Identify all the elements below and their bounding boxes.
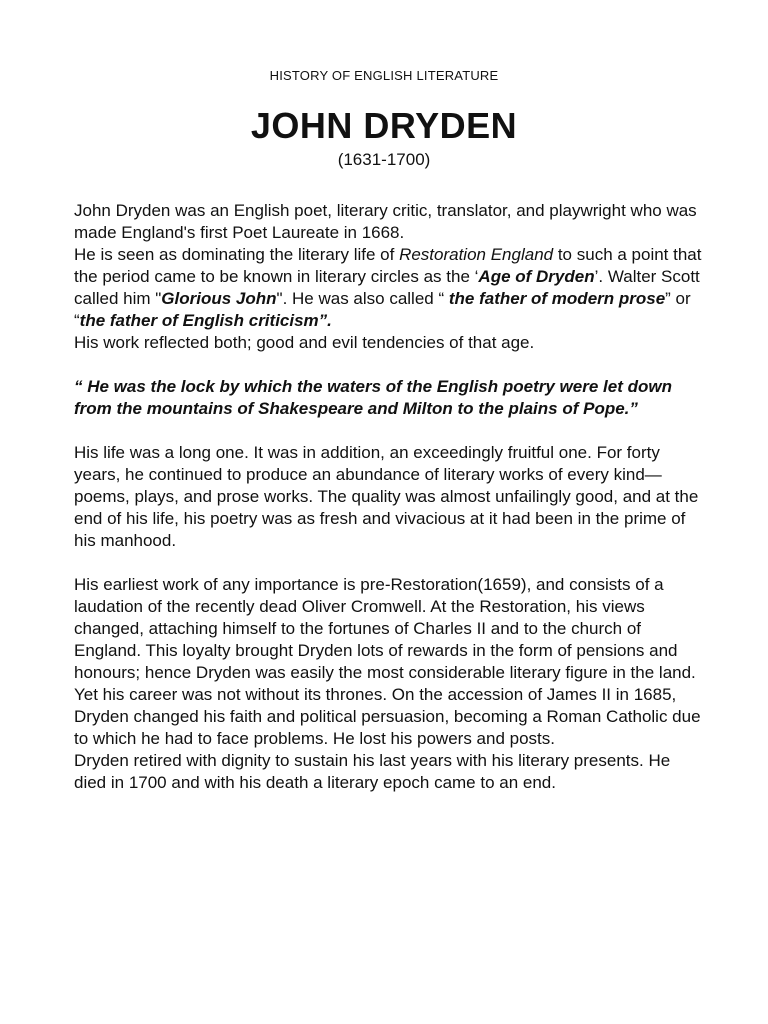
- page-title: JOHN DRYDEN: [250, 105, 518, 146]
- paragraph-gap: [74, 354, 704, 376]
- quote-paragraph: “ He was the lock by which the waters of the English poetry were let down from the mountains of Shakespeare and Milton to the plains of Pope.”: [74, 377, 672, 418]
- intro-italic-restoration-england: Restoration England: [399, 245, 554, 264]
- intro-text: to such a point that the period came to be known in literary circles as the ‘: [74, 245, 702, 286]
- paragraph-gap: [74, 552, 704, 574]
- intro-bold-father-english-criticism: the father of English criticism”.: [79, 311, 332, 330]
- page-header: HISTORY OF ENGLISH LITERATURE: [269, 68, 499, 83]
- intro-paragraph-3: His work reflected both; good and evil tendencies of that age.: [74, 333, 535, 352]
- life-paragraph: His life was a long one. It was in addition, an exceedingly fruitful one. For forty years, he continued to produce an abundance of literary works of every kind—poems, plays, and prose works. The quality was almost unfailingly good, and at the end of his life, his poetry was as fresh and vivacious at it had been in the prime of his manhood.: [74, 443, 699, 550]
- intro-text: ". He was also called “: [276, 289, 449, 308]
- intro-paragraph-1: John Dryden was an English poet, literary critic, translator, and playwright who was made England's first Poet Laureate in 1668.: [74, 201, 697, 242]
- intro-bold-glorious-john: Glorious John: [161, 289, 277, 308]
- intro-text: ’. Walter Scott called him ": [74, 267, 700, 308]
- paragraph-gap: [74, 420, 704, 442]
- intro-bold-father-modern-prose: the father of modern prose: [448, 289, 666, 308]
- body-text: [74, 200, 704, 794]
- work-paragraph: His earliest work of any importance is pre-Restoration(1659), and consists of a laudation of the recently dead Oliver Cromwell. At the Restoration, his views changed, attaching himself to the fortunes of Charles II and to the church of England. This loyalty brought Dryden lots of rewards in the form of pensions and honours; hence Dryden was easily the most considerable literary figure in the land. Yet his career was not without its thrones. On the accession of James II in 1685, Dryden changed his faith and political persuasion, becoming a Roman Catholic due to which he had to face problems. He lost his powers and posts.: [74, 575, 701, 748]
- life-dates: (1631-1700): [337, 150, 431, 169]
- intro-bold-age-of-dryden: Age of Dryden: [478, 267, 595, 286]
- intro-text: ” or “: [74, 289, 691, 330]
- intro-text: He is seen as dominating the literary life of: [74, 245, 400, 264]
- intro-paragraph-2: [74, 244, 704, 332]
- ending-paragraph: Dryden retired with dignity to sustain his last years with his literary presents. He died in 1700 and with his death a literary epoch came to an end.: [74, 751, 671, 792]
